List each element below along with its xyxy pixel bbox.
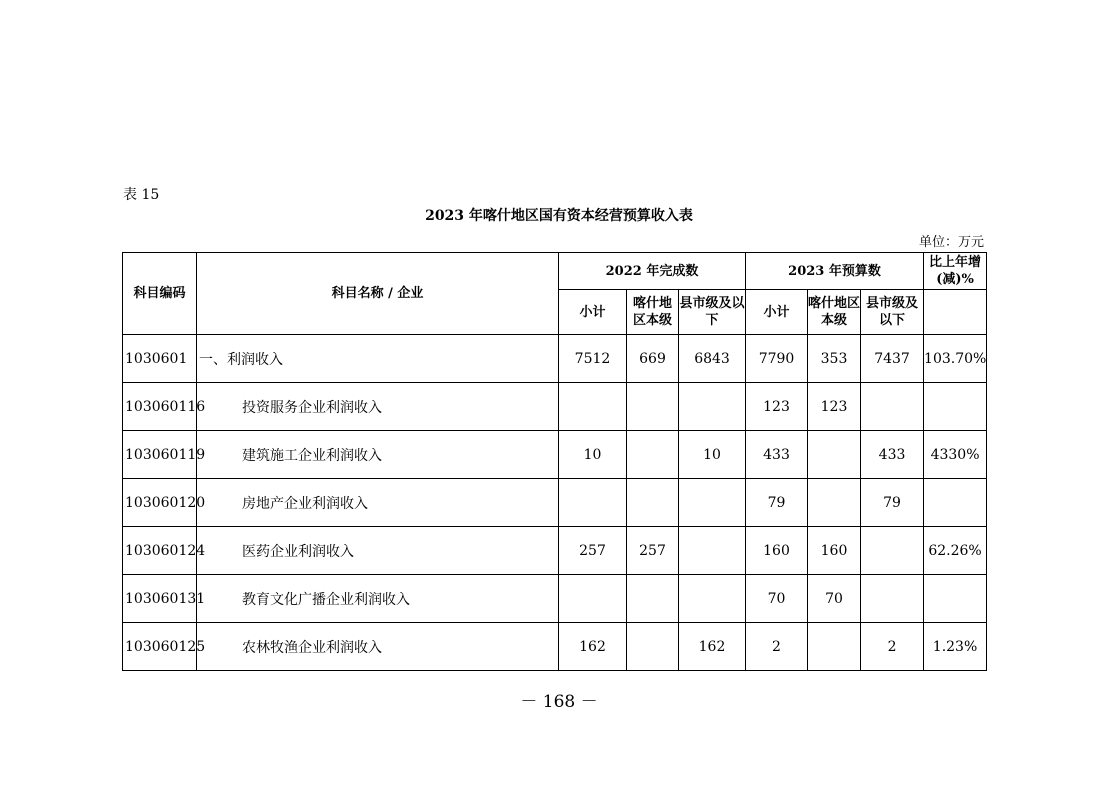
table-row [123, 575, 987, 623]
cell-2022-prefecture [627, 431, 679, 479]
cell-2022-subtotal: 10 [559, 431, 627, 479]
cell-2022-prefecture: 669 [627, 335, 679, 383]
row-name: 一、利润收入 [197, 335, 559, 383]
cell-2023-prefecture: 123 [808, 383, 861, 431]
table-row [123, 383, 987, 431]
table-row [123, 335, 987, 383]
cell-2022-prefecture: 257 [627, 527, 679, 575]
cell-change: 4330% [924, 431, 987, 479]
cell-2022-subtotal [559, 479, 627, 527]
row-code: 103060131 [123, 575, 197, 623]
document-title: 2023 年喀什地区国有资本经营预算收入表 [425, 208, 693, 224]
cell-2023-county: 2 [861, 623, 924, 671]
row-code: 103060124 [123, 527, 197, 575]
table-label: 表 15 [123, 187, 160, 203]
row-name: 农林牧渔企业利润收入 [197, 623, 559, 671]
cell-change [924, 575, 987, 623]
row-code: 103060125 [123, 623, 197, 671]
table-row [123, 623, 987, 671]
row-name: 医药企业利润收入 [197, 527, 559, 575]
header-2022-group: 2022 年完成数 [559, 253, 746, 290]
cell-2023-prefecture: 70 [808, 575, 861, 623]
cell-2022-subtotal [559, 575, 627, 623]
cell-2022-subtotal: 162 [559, 623, 627, 671]
cell-2023-subtotal: 2 [746, 623, 808, 671]
header-name: 科目名称 / 企业 [197, 253, 559, 335]
row-name: 建筑施工企业利润收入 [197, 431, 559, 479]
cell-2022-county [679, 479, 746, 527]
cell-2023-subtotal: 79 [746, 479, 808, 527]
cell-change: 1.23% [924, 623, 987, 671]
header-2022-subtotal: 小计 [559, 290, 627, 335]
cell-2023-subtotal: 70 [746, 575, 808, 623]
table-row [123, 431, 987, 479]
header-change: 比上年增(减)% [924, 253, 987, 290]
cell-2023-subtotal: 7790 [746, 335, 808, 383]
row-code: 103060116 [123, 383, 197, 431]
page-number: － 168 － [520, 692, 598, 712]
row-code: 1030601 [123, 335, 197, 383]
cell-2022-prefecture [627, 575, 679, 623]
header-2022-prefecture: 喀什地区本级 [627, 290, 679, 335]
cell-2022-prefecture [627, 623, 679, 671]
cell-2023-county [861, 575, 924, 623]
table-row [123, 479, 987, 527]
header-2023-group: 2023 年预算数 [746, 253, 924, 290]
cell-2022-county [679, 383, 746, 431]
cell-2022-prefecture [627, 479, 679, 527]
header-2023-county: 县市级及以下 [861, 290, 924, 335]
cell-2022-county: 10 [679, 431, 746, 479]
cell-2022-subtotal [559, 383, 627, 431]
cell-2023-subtotal: 123 [746, 383, 808, 431]
header-code: 科目编码 [123, 253, 197, 335]
header-2023-subtotal: 小计 [746, 290, 808, 335]
cell-2023-prefecture: 160 [808, 527, 861, 575]
cell-change: 62.26% [924, 527, 987, 575]
cell-2022-county [679, 575, 746, 623]
cell-2023-subtotal: 160 [746, 527, 808, 575]
cell-2023-county: 433 [861, 431, 924, 479]
row-code: 103060120 [123, 479, 197, 527]
cell-2023-prefecture [808, 431, 861, 479]
cell-change [924, 479, 987, 527]
cell-2023-subtotal: 433 [746, 431, 808, 479]
cell-2023-county: 79 [861, 479, 924, 527]
cell-2023-county: 7437 [861, 335, 924, 383]
header-change-blank [924, 290, 987, 335]
row-code: 103060119 [123, 431, 197, 479]
table-row [123, 527, 987, 575]
cell-2023-county [861, 527, 924, 575]
row-name: 投资服务企业利润收入 [197, 383, 559, 431]
row-name: 教育文化广播企业利润收入 [197, 575, 559, 623]
cell-2022-subtotal: 257 [559, 527, 627, 575]
cell-2022-county [679, 527, 746, 575]
header-2022-county: 县市级及以下 [679, 290, 746, 335]
cell-2022-subtotal: 7512 [559, 335, 627, 383]
unit-label: 单位：万元 [918, 235, 984, 250]
cell-2023-prefecture: 353 [808, 335, 861, 383]
cell-2023-prefecture [808, 623, 861, 671]
cell-change: 103.70% [924, 335, 987, 383]
header-2023-prefecture: 喀什地区本级 [808, 290, 861, 335]
row-name: 房地产企业利润收入 [197, 479, 559, 527]
budget-table [122, 252, 987, 671]
cell-change [924, 383, 987, 431]
cell-2023-prefecture [808, 479, 861, 527]
cell-2022-county: 162 [679, 623, 746, 671]
cell-2022-county: 6843 [679, 335, 746, 383]
cell-2023-county [861, 383, 924, 431]
cell-2022-prefecture [627, 383, 679, 431]
